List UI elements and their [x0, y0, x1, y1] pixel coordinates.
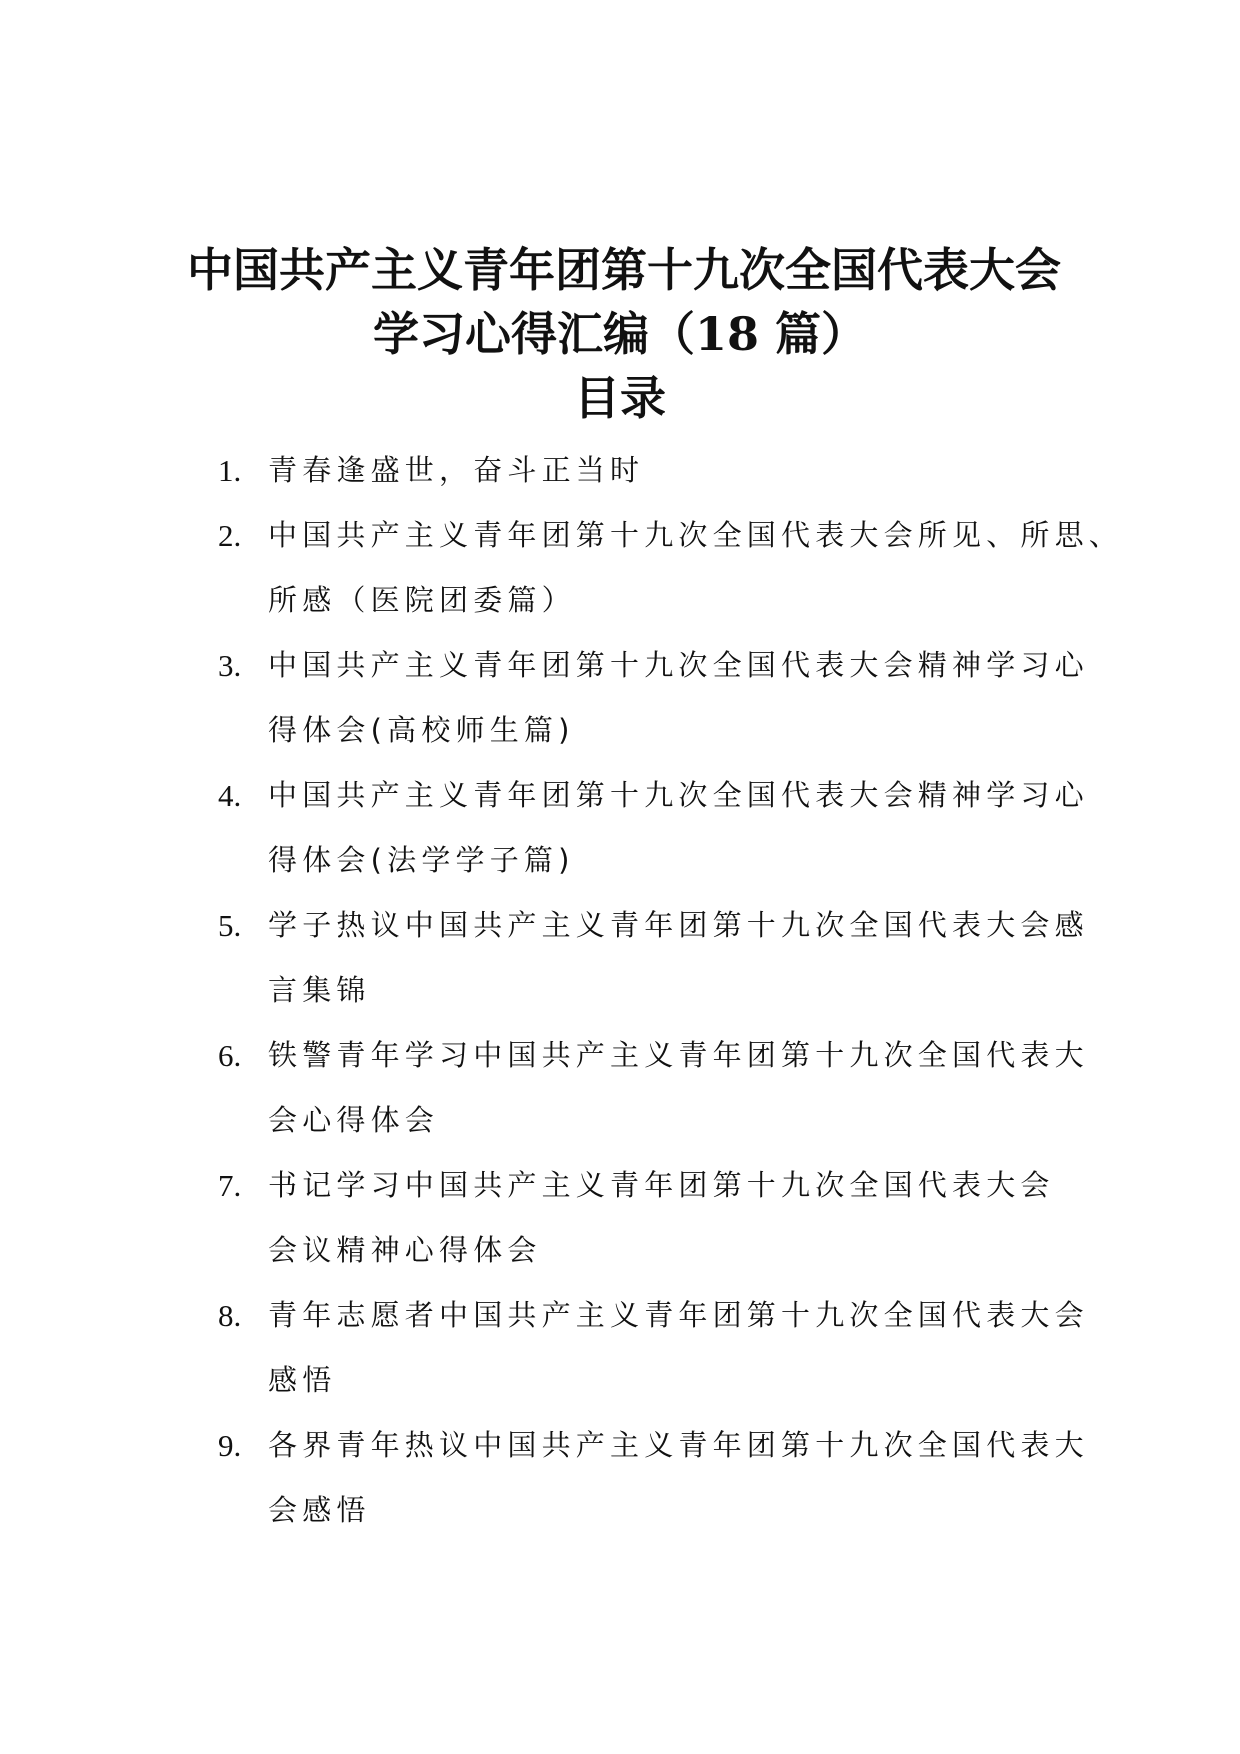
- toc-item-number: 1.: [218, 453, 242, 488]
- toc-item-number: 8.: [218, 1298, 242, 1333]
- toc-item-title-line: 铁警青年学习中国共产主义青年团第十九次全国代表大: [268, 1038, 1089, 1072]
- toc-item: [218, 763, 1218, 893]
- toc-item-title-line: 得体会(高校师生篇): [268, 713, 575, 747]
- toc-item-title-line: 会心得体会: [268, 1103, 440, 1137]
- toc-item-title-line: 会感悟: [268, 1493, 371, 1527]
- toc-item-title-line: 中国共产主义青年团第十九次全国代表大会精神学习心: [268, 648, 1089, 682]
- toc-item-title-line: 各界青年热议中国共产主义青年团第十九次全国代表大: [268, 1428, 1089, 1462]
- toc-item-number: 2.: [218, 518, 242, 553]
- toc-item-title-line: 会议精神心得体会: [268, 1233, 542, 1267]
- toc-item-title-line: 学子热议中国共产主义青年团第十九次全国代表大会感: [268, 908, 1089, 942]
- toc-item-title: [268, 1413, 1128, 1543]
- toc-item-title-line: 青年志愿者中国共产主义青年团第十九次全国代表大会: [268, 1298, 1089, 1332]
- toc-item-title-line: 书记学习中国共产主义青年团第十九次全国代表大会: [268, 1168, 1055, 1202]
- toc-item-number: 5.: [218, 908, 242, 943]
- toc-heading: 目录: [574, 371, 666, 425]
- toc-item-title: [268, 763, 1128, 893]
- toc-item-number: 6.: [218, 1038, 242, 1073]
- document-title-line-2: 学习心得汇编（18 篇）: [372, 307, 868, 361]
- toc-item-title: [268, 1023, 1128, 1153]
- toc-item-number: 3.: [218, 648, 242, 683]
- title-block: [0, 238, 1240, 430]
- toc-item-title-line: 得体会(法学学子篇): [268, 843, 575, 877]
- toc-item: [218, 438, 1218, 503]
- toc-item: [218, 1023, 1218, 1153]
- toc-item-title: [268, 633, 1128, 763]
- toc-item-number: 7.: [218, 1168, 242, 1203]
- toc-item-title-line: 中国共产主义青年团第十九次全国代表大会所见、所思、: [268, 518, 1124, 552]
- toc-item: [218, 503, 1218, 633]
- toc-item-title: [268, 893, 1128, 1023]
- toc-item-title-line: 青春逢盛世，奋斗正当时: [268, 453, 645, 487]
- toc-item-title: [268, 438, 1128, 503]
- toc-item: [218, 1283, 1218, 1413]
- toc-item-title: [268, 503, 1128, 633]
- toc-item-title-line: 言集锦: [268, 973, 371, 1007]
- table-of-contents: [218, 438, 1218, 1543]
- toc-item-title-line: 中国共产主义青年团第十九次全国代表大会精神学习心: [268, 778, 1089, 812]
- toc-item: [218, 633, 1218, 763]
- toc-item-title-line: 所感（医院团委篇）: [268, 583, 576, 617]
- toc-item-title: [268, 1283, 1128, 1413]
- toc-item-title: [268, 1153, 1128, 1283]
- toc-item-number: 9.: [218, 1428, 242, 1463]
- toc-item-title-line: 感悟: [268, 1363, 337, 1397]
- toc-item: [218, 1153, 1218, 1283]
- document-title-line-1: 中国共产主义青年团第十九次全国代表大会: [187, 243, 1061, 297]
- toc-item: [218, 893, 1218, 1023]
- toc-item-number: 4.: [218, 778, 242, 813]
- toc-item: [218, 1413, 1218, 1543]
